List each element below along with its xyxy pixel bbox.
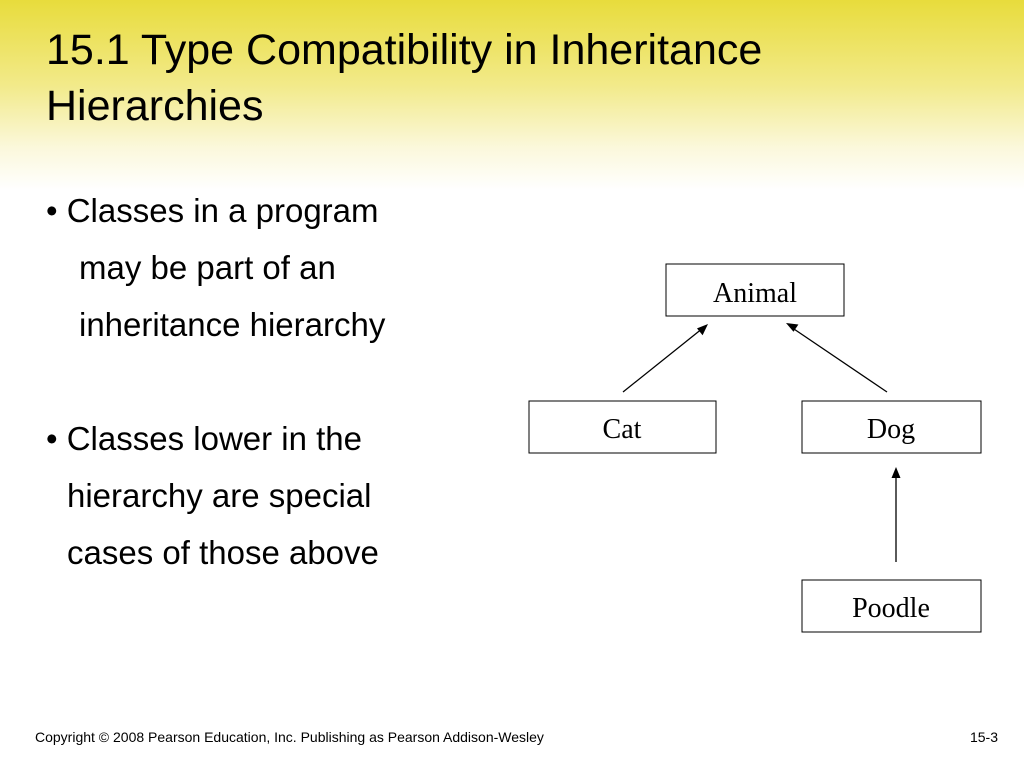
poodle-node [802,580,981,632]
slide-title-line-2: Hierarchies [46,82,264,130]
bullet-1-line-3: inheritance hierarchy [79,306,386,343]
slide-title-line-1: 15.1 Type Compatibility in Inheritance [46,26,763,74]
edge-poodle-to-dog-arrowhead [892,467,901,478]
edge-cat-to-animal-arrowhead [697,324,708,335]
edge-dog-to-animal-line [791,327,887,392]
bullet-1-line-2: may be part of an [79,249,336,286]
bullet-2-line-1: • Classes lower in the [46,420,363,457]
page-number: 15-3 [969,729,998,745]
dog-node-label: Dog [866,414,916,445]
animal-node-label: Animal [713,278,797,309]
dog-node [802,401,981,453]
cat-node-label: Cat [602,414,642,445]
edge-cat-to-animal-line [623,328,703,392]
bullet-2-line-2: hierarchy are special [67,477,372,514]
bullet-2-line-3: cases of those above [67,534,379,571]
footer-copyright: Copyright © 2008 Pearson Education, Inc. Publishing as Pearson Addison-Wesley [35,729,544,745]
edge-poodle-to-dog [892,467,901,562]
bullet-1-line-1: • Classes in a program [46,192,379,229]
edge-cat-to-animal [623,324,708,392]
edge-dog-to-animal [786,323,887,392]
animal-node [666,264,844,316]
poodle-node-label: Poodle [852,593,930,624]
cat-node [529,401,716,453]
